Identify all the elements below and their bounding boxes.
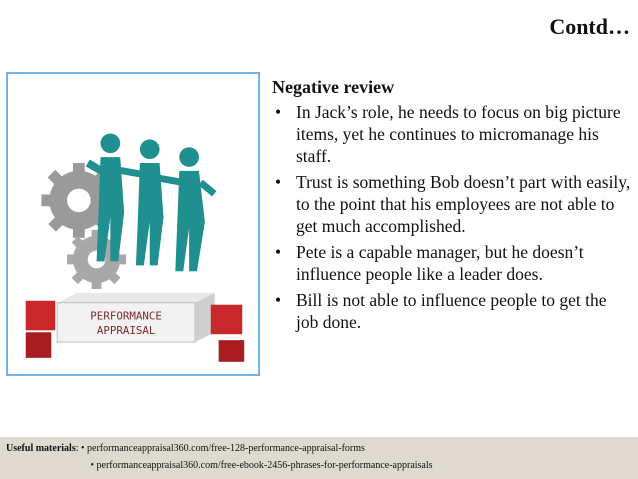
footer-separator: :	[75, 443, 79, 454]
people-figures-icon	[86, 133, 217, 271]
appraisal-sign	[57, 293, 214, 342]
section-heading: Negative review	[272, 77, 395, 97]
useful-materials-footer	[0, 437, 638, 479]
bullet-text: In Jack’s role, he needs to focus on big picture items, yet he continues to micromanage his staff.	[296, 102, 621, 166]
sign-text-appraisal: APPRAISAL	[96, 324, 156, 338]
footer-row	[6, 440, 638, 457]
bullet-dot: •	[275, 242, 282, 262]
footer-bullet: •	[81, 443, 85, 454]
bullet-item	[272, 289, 632, 333]
bullet-text: Bill is not able to influence people to get the job done.	[296, 290, 607, 332]
bullet-text: Pete is a capable manager, but he doesn’t influence people like a leader does.	[296, 242, 584, 284]
bullet-item	[272, 241, 632, 285]
bullet-item	[272, 101, 632, 167]
footer-row	[6, 457, 638, 474]
bullet-list	[272, 101, 632, 333]
footer-link-phrases-ebook[interactable]: performanceappraisal360.com/free-ebook-2456-phrases-for-performance-appraisals	[96, 460, 433, 471]
performance-appraisal-illustration	[6, 72, 260, 376]
sign-text-performance: PERFORMANCE	[90, 309, 162, 323]
footer-label: Useful materials	[6, 443, 76, 454]
bullet-dot: •	[275, 290, 282, 310]
footer-bullet: •	[90, 460, 95, 471]
negative-review-section	[272, 76, 632, 337]
bullet-text: Trust is something Bob doesn’t part with easily, to the point that his employees are not able to get much accomplished.	[296, 172, 631, 236]
bullet-dot: •	[275, 102, 282, 122]
slide-title: Contd…	[549, 14, 630, 39]
bullet-item	[272, 171, 632, 237]
bullet-dot: •	[275, 172, 282, 192]
footer-link-appraisal-forms[interactable]: performanceappraisal360.com/free-128-performance-appraisal-forms	[87, 443, 365, 454]
